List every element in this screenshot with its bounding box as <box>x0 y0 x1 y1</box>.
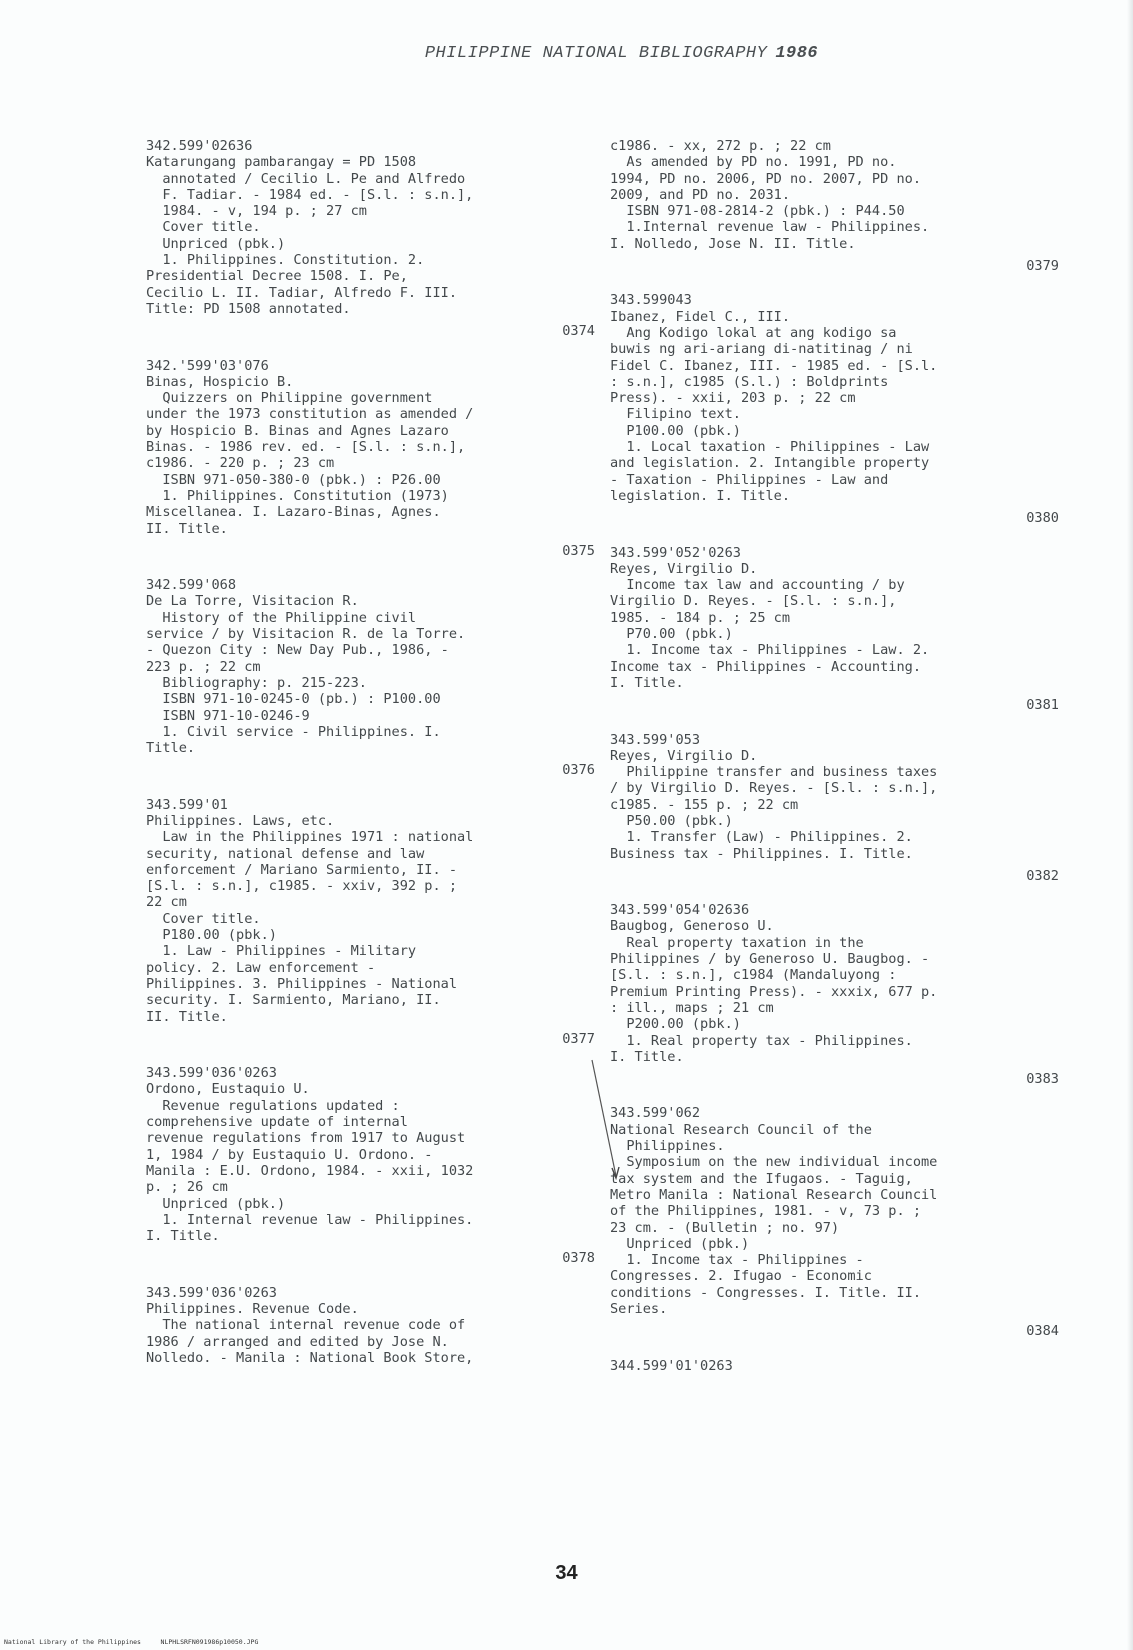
bibliographic-entry <box>610 1105 1065 1339</box>
call-number: 343.599'01 <box>146 796 228 813</box>
call-number: 343.599043 <box>610 292 692 309</box>
entry-line: Manila : E.U. Ordono, 1984. - xxii, 1032 <box>146 1162 474 1179</box>
entry-line: Congresses. 2. Ifugao - Economic <box>610 1268 872 1285</box>
entry-line: As amended by PD no. 1991, PD no. <box>610 154 897 171</box>
entry-line: I. Title. <box>610 1048 684 1065</box>
call-number: c1986. - xx, 272 p. ; 22 cm <box>610 138 831 154</box>
entry-line: Revenue regulations updated : <box>146 1097 400 1114</box>
entry-line: Unpriced (pbk.) <box>610 1235 750 1252</box>
entry-line: Ordono, Eustaquio U. <box>146 1081 310 1098</box>
entry-line: - Quezon City : New Day Pub., 1986, - <box>146 642 449 659</box>
entry-line: policy. 2. Law enforcement - <box>146 959 376 976</box>
entry-number: 0383 <box>1026 1071 1059 1088</box>
entry-line: Presidential Decree 1508. I. Pe, <box>146 268 408 285</box>
bibliographic-entry <box>146 577 601 779</box>
entry-line: 1984. - v, 194 p. ; 27 cm <box>146 203 367 220</box>
entry-line: Cover title. <box>146 219 261 236</box>
entry-line: legislation. I. Title. <box>610 487 791 504</box>
entry-line: 1. Internal revenue law - Philippines. <box>146 1211 474 1228</box>
bibliographic-entry <box>610 138 1065 274</box>
entry-line: 1. Income tax - Philippines - Law. 2. <box>610 642 930 659</box>
entry-line: Unpriced (pbk.) <box>146 235 286 252</box>
entry-line: Symposium on the new individual income <box>610 1154 938 1171</box>
entry-line: and legislation. 2. Intangible property <box>610 455 930 472</box>
entry-line: : s.n.], c1985 (S.l.) : Boldprints <box>610 373 889 390</box>
entry-line: 223 p. ; 22 cm <box>146 658 261 675</box>
entry-line: Binas. - 1986 rev. ed. - [S.l. : s.n.], <box>146 439 466 456</box>
bibliographic-entry <box>146 1065 601 1267</box>
entry-number: 0381 <box>1026 697 1059 714</box>
entry-line: Filipino text. <box>610 406 741 423</box>
call-number: 343.599'052'0263 <box>610 544 741 561</box>
bibliography-year: 1986 <box>775 44 819 63</box>
entry-line: Philippine transfer and business taxes <box>610 764 938 781</box>
entry-line: - Taxation - Philippines - Law and <box>610 471 889 488</box>
entry-line: Real property taxation in the <box>610 934 864 951</box>
entry-line: Philippines. 3. Philippines - National <box>146 975 457 992</box>
entry-line: Press). - xxii, 203 p. ; 22 cm <box>610 390 856 407</box>
call-number: 342.'599'03'076 <box>146 357 269 374</box>
entry-line: De La Torre, Visitacion R. <box>146 593 359 610</box>
entry-line: Income tax law and accounting / by <box>610 577 905 594</box>
page-edge <box>1127 0 1133 1650</box>
entry-number: 0384 <box>1026 1323 1059 1340</box>
entry-line: I. Nolledo, Jose N. II. Title. <box>610 235 856 252</box>
entry-number: 0374 <box>562 323 595 340</box>
entry-line: Virgilio D. Reyes. - [S.l. : s.n.], <box>610 593 897 610</box>
entry-line: Philippines. <box>610 1138 725 1155</box>
entry-line: under the 1973 constitution as amended / <box>146 406 474 423</box>
bibliographic-entry <box>146 358 601 560</box>
entry-line: P100.00 (pbk.) <box>610 422 741 439</box>
entry-number: 0379 <box>1026 258 1059 275</box>
entry-line: F. Tadiar. - 1984 ed. - [S.l. : s.n.], <box>146 186 474 203</box>
entry-line: The national internal revenue code of <box>146 1317 466 1334</box>
entry-line: Unpriced (pbk.) <box>146 1195 286 1212</box>
entry-number: 0380 <box>1026 510 1059 527</box>
entry-line: [S.l. : s.n.], c1985. - xxiv, 392 p. ; <box>146 878 457 895</box>
page-number: 34 <box>555 1562 578 1584</box>
entry-line: Cover title. <box>146 910 261 927</box>
entry-line: security, national defense and law <box>146 845 425 862</box>
entry-line: Title: PD 1508 annotated. <box>146 300 351 317</box>
entry-line: P50.00 (pbk.) <box>610 812 733 829</box>
entry-line: Katarungang pambarangay = PD 1508 <box>146 154 417 171</box>
call-number: 343.599'062 <box>610 1105 701 1122</box>
entry-number: 0382 <box>1026 867 1059 884</box>
entry-line: 1. Real property tax - Philippines. <box>610 1032 913 1049</box>
left-column <box>146 138 601 1366</box>
entry-line: National Research Council of the <box>610 1121 872 1138</box>
entry-line: 1994, PD no. 2006, PD no. 2007, PD no. <box>610 170 921 187</box>
entry-line: of the Philippines, 1981. - v, 73 p. ; <box>610 1203 921 1220</box>
entry-line: c1985. - 155 p. ; 22 cm <box>610 796 799 813</box>
right-column <box>610 138 1065 1374</box>
entry-number: 0378 <box>562 1250 595 1267</box>
bibliographic-entry <box>610 292 1065 526</box>
entry-line: [S.l. : s.n.], c1984 (Mandaluyong : <box>610 967 897 984</box>
entry-line: 1, 1984 / by Eustaquio U. Ordono. - <box>146 1146 433 1163</box>
entry-line: 1986 / arranged and edited by Jose N. <box>146 1333 449 1350</box>
entry-line: Cecilio L. II. Tadiar, Alfredo F. III. <box>146 284 457 301</box>
entry-line: p. ; 26 cm <box>146 1179 228 1196</box>
entry-line: tax system and the Ifugaos. - Taguig, <box>610 1170 913 1187</box>
call-number: 343.599'054'02636 <box>610 902 750 919</box>
call-number: 343.599'036'0263 <box>146 1065 277 1082</box>
entry-line: Miscellanea. I. Lazaro-Binas, Agnes. <box>146 504 441 521</box>
entry-line: II. Title. <box>146 520 228 537</box>
bibliography-title: PHILIPPINE NATIONAL BIBLIOGRAPHY <box>424 44 768 63</box>
entry-line: conditions - Congresses. I. Title. II. <box>610 1284 921 1301</box>
entry-line: : ill., maps ; 21 cm <box>610 999 774 1016</box>
call-number: 342.599'02636 <box>146 138 253 154</box>
entry-number: 0376 <box>562 762 595 779</box>
continued-entry <box>610 1358 1065 1374</box>
entry-line: P180.00 (pbk.) <box>146 927 277 944</box>
call-number: 342.599'068 <box>146 577 237 594</box>
entry-line: service / by Visitacion R. de la Torre. <box>146 626 466 643</box>
entry-line: Bibliography: p. 215-223. <box>146 674 367 691</box>
entry-line: Binas, Hospicio B. <box>146 373 294 390</box>
entry-line: ISBN 971-050-380-0 (pbk.) : P26.00 <box>146 471 441 488</box>
entry-line: Title. <box>146 740 196 757</box>
entry-line: 1985. - 184 p. ; 25 cm <box>610 609 791 626</box>
entry-line: Nolledo. - Manila : National Book Store, <box>146 1349 474 1366</box>
entry-line: 2009, and PD no. 2031. <box>610 186 791 203</box>
entry-line: 1. Local taxation - Philippines - Law <box>610 439 930 456</box>
bibliographic-entry <box>610 902 1065 1087</box>
entry-line: buwis ng ari-ariang di-natitinag / ni <box>610 341 913 358</box>
bibliographic-entry <box>610 732 1065 885</box>
running-header <box>0 44 1133 63</box>
entry-line: by Hospicio B. Binas and Agnes Lazaro <box>146 422 449 439</box>
entry-line: 1. Income tax - Philippines - <box>610 1252 864 1269</box>
entry-line: ISBN 971-10-0245-0 (pb.) : P100.00 <box>146 691 441 708</box>
entry-line: P200.00 (pbk.) <box>610 1016 741 1033</box>
entry-line: / by Virgilio D. Reyes. - [S.l. : s.n.], <box>610 780 938 797</box>
call-number: 343.599'036'0263 <box>146 1284 277 1301</box>
entry-line: 1. Civil service - Philippines. I. <box>146 723 441 740</box>
bibliographic-entry <box>610 545 1065 714</box>
continued-entry <box>146 1285 601 1366</box>
entry-line: Quizzers on Philippine government <box>146 390 433 407</box>
entry-line: Philippines. Laws, etc. <box>146 812 335 829</box>
entry-line: Metro Manila : National Research Council <box>610 1186 938 1203</box>
entry-line: Reyes, Virgilio D. <box>610 560 758 577</box>
entry-line: revenue regulations from 1917 to August <box>146 1130 466 1147</box>
entry-line: I. Title. <box>610 674 684 691</box>
scan-footer: National Library of the Philippines NLPHLSRFN091986p10050.JPG <box>4 1638 259 1646</box>
pencil-mark <box>590 1058 622 1180</box>
entry-line: Series. <box>610 1301 668 1317</box>
entry-line: Ibanez, Fidel C., III. <box>610 308 791 325</box>
entry-line: Reyes, Virgilio D. <box>610 747 758 764</box>
entry-number: 0375 <box>562 542 595 559</box>
call-number: 344.599'01'0263 <box>610 1357 733 1374</box>
entry-line: Philippines. Revenue Code. <box>146 1301 359 1317</box>
entry-line: II. Title. <box>146 1008 228 1025</box>
entry-line: 1. Philippines. Constitution (1973) <box>146 487 449 504</box>
entry-line: 1. Philippines. Constitution. 2. <box>146 252 425 269</box>
entry-line: I. Title. <box>146 1228 220 1245</box>
entry-line: 1. Law - Philippines - Military <box>146 943 417 960</box>
entry-line: Baugbog, Generoso U. <box>610 918 774 935</box>
entry-line: 1. Transfer (Law) - Philippines. 2. <box>610 829 913 846</box>
bibliographic-entry <box>146 138 601 340</box>
entry-number: 0377 <box>562 1030 595 1047</box>
entry-line: ISBN 971-08-2814-2 (pbk.) : P44.50 <box>610 203 905 220</box>
entry-line: comprehensive update of internal <box>146 1114 408 1131</box>
entry-line: Premium Printing Press). - xxxix, 677 p. <box>610 983 938 1000</box>
entry-line: Philippines / by Generoso U. Baugbog. - <box>610 951 930 968</box>
bibliographic-entry <box>146 797 601 1047</box>
call-number: 343.599'053 <box>610 731 701 748</box>
entry-line: Income tax - Philippines - Accounting. <box>610 658 921 675</box>
entry-line: enforcement / Mariano Sarmiento, II. - <box>146 861 457 878</box>
entry-line: ISBN 971-10-0246-9 <box>146 707 310 724</box>
entry-line: Business tax - Philippines. I. Title. <box>610 845 913 862</box>
entry-line: c1986. - 220 p. ; 23 cm <box>146 455 335 472</box>
entry-line: Ang Kodigo lokal at ang kodigo sa <box>610 324 897 341</box>
entry-line: annotated / Cecilio L. Pe and Alfredo <box>146 170 466 187</box>
entry-line: History of the Philippine civil <box>146 609 417 626</box>
entry-line: 22 cm <box>146 894 187 911</box>
entry-line: security. I. Sarmiento, Mariano, II. <box>146 992 441 1009</box>
entry-line: Law in the Philippines 1971 : national <box>146 829 474 846</box>
entry-line: 23 cm. - (Bulletin ; no. 97) <box>610 1219 840 1236</box>
entry-line: Fidel C. Ibanez, III. - 1985 ed. - [S.l. <box>610 357 938 374</box>
entry-line: 1.Internal revenue law - Philippines. <box>610 219 930 236</box>
entry-line: P70.00 (pbk.) <box>610 626 733 643</box>
